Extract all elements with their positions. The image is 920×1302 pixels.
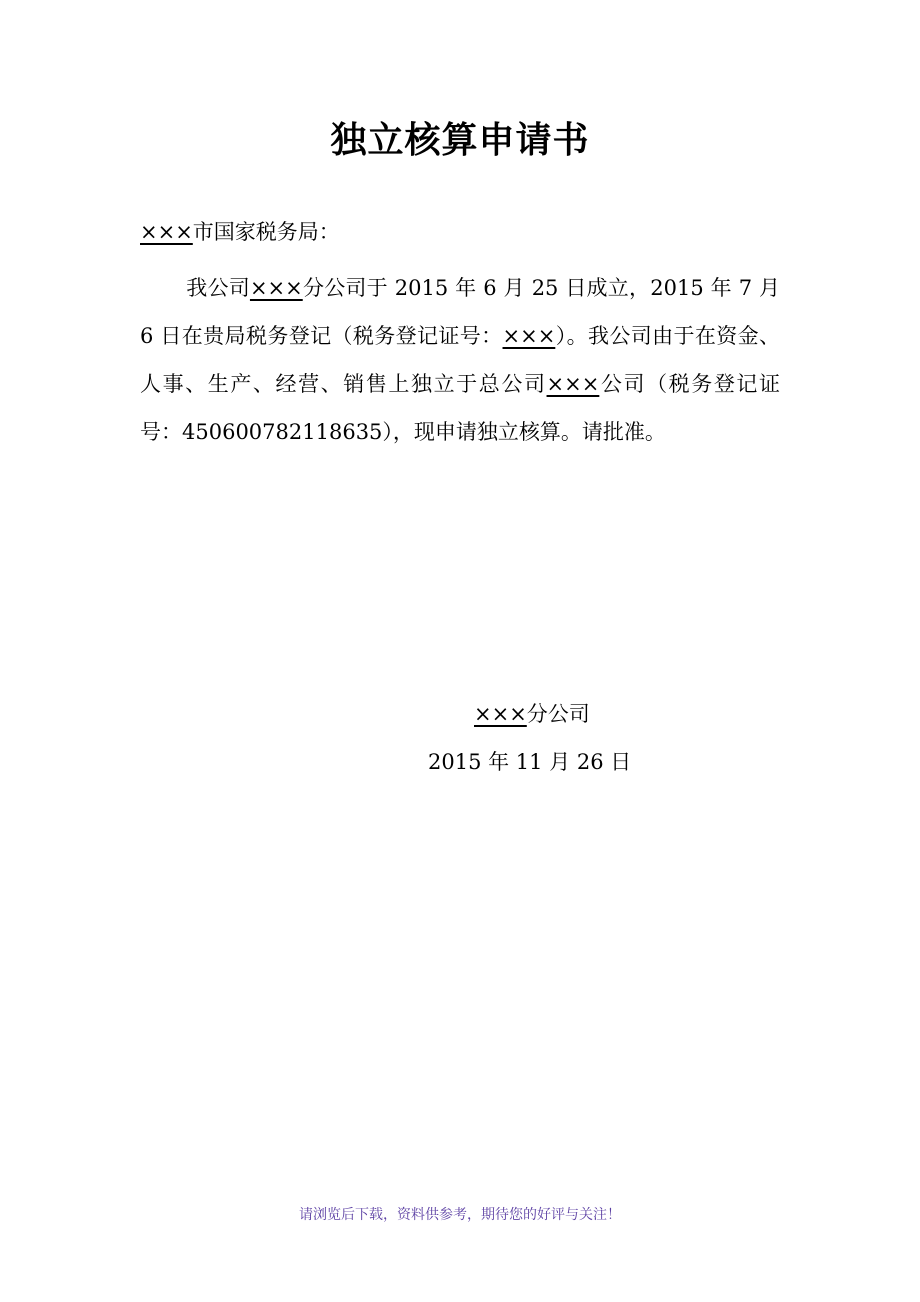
salutation-text: 市国家税务局： [192, 220, 340, 244]
signature-company [474, 698, 590, 730]
signature-date: 2015 年 11 月 26 日 [428, 750, 632, 774]
salutation [140, 216, 340, 248]
salutation-placeholder: ××× [140, 220, 193, 244]
head-company-placeholder: ××× [546, 372, 600, 396]
body-text-part-4: 公司（税务登记证号：450600782118635），现申请独立核算。请批准。 [140, 372, 781, 444]
document-title: 独立核算申请书 [330, 120, 590, 161]
body-text-part-3: ）。我公司由于在资金、人事、生产、经营、销售上独立于总公司 [140, 324, 780, 396]
branch-name-placeholder: ××× [249, 276, 303, 300]
signature-company-placeholder: ××× [474, 702, 527, 726]
body-text-part-2: 分公司于 2015 年 6 月 25 日成立，2015 年 7 月 6 日在贵局税务登记（税务登记证号： [140, 276, 780, 348]
registration-number-placeholder: ××× [502, 324, 556, 348]
body-paragraph [140, 264, 780, 456]
signature-company-suffix: 分公司 [526, 702, 590, 726]
footer-note: 请浏览后下载，资料供参考，期待您的好评与关注！ [299, 1207, 621, 1223]
body-text-part-1: 我公司 [186, 276, 250, 300]
